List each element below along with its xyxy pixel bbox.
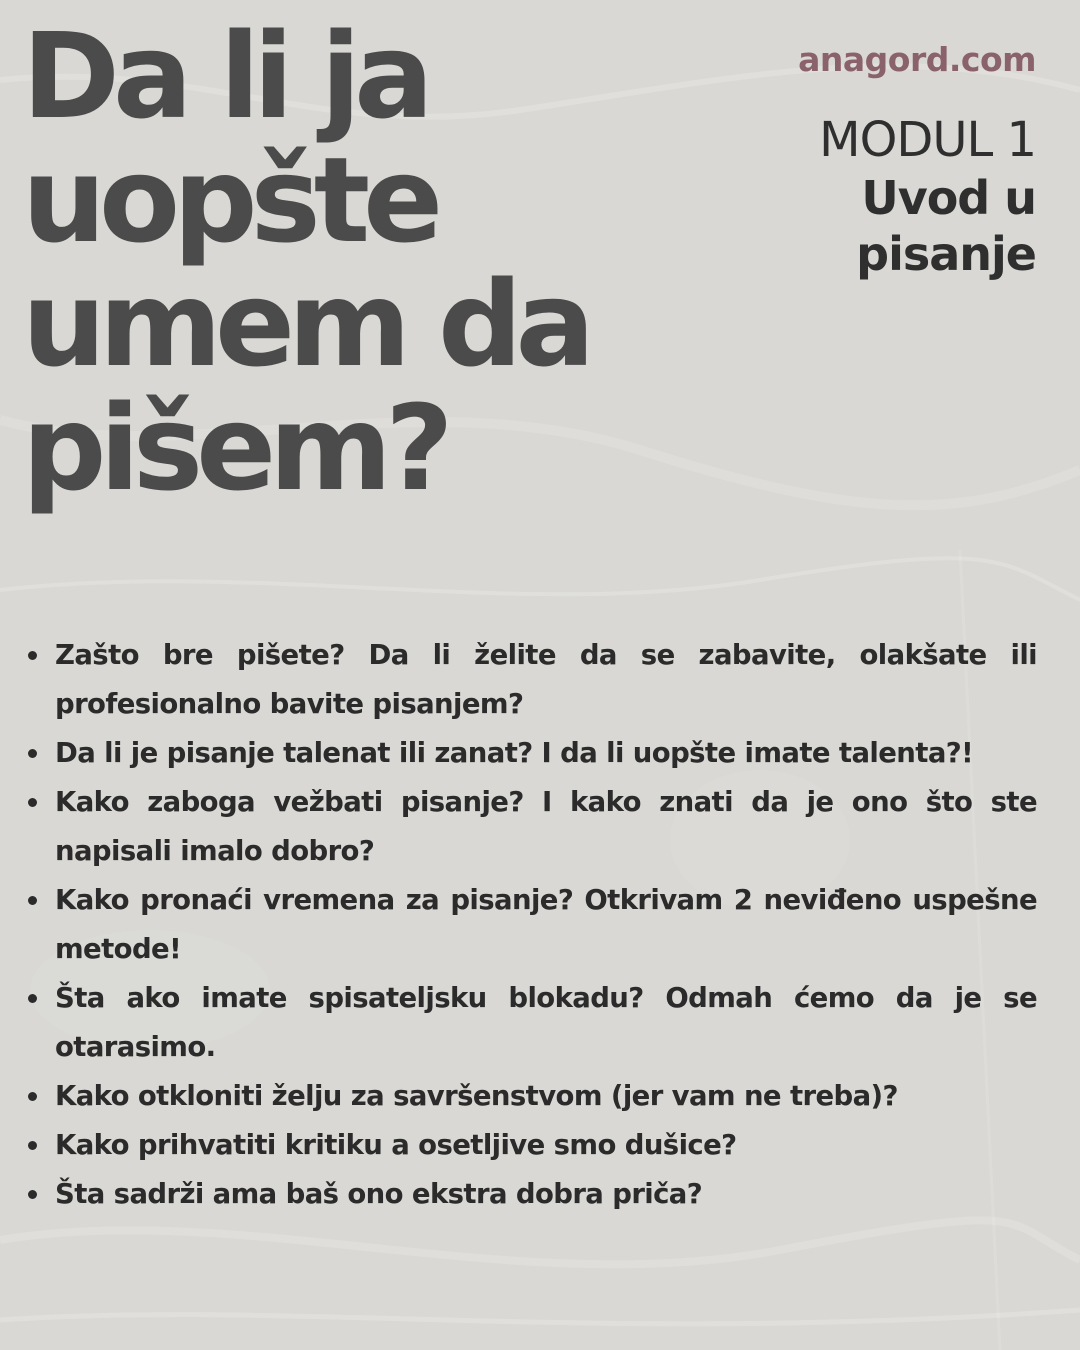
- list-item: Šta ako imate spisateljsku blokadu? Odmah ćemo da je se otarasimo.: [55, 974, 1037, 1072]
- headline: Da li ja uopšte umem da pišem?: [22, 7, 589, 517]
- topic-list: [55, 631, 1037, 1219]
- list-item: Kako zaboga vežbati pisanje? I kako znati da je ono što ste napisali imalo dobro?: [55, 778, 1037, 876]
- list-item: Zašto bre pišete? Da li želite da se zabavite, olakšate ili profesionalno bavite pisanjem?: [55, 631, 1037, 729]
- list-item: Da li je pisanje talenat ili zanat? I da li uopšte imate talenta?!: [55, 729, 1037, 778]
- list-item: Šta sadrži ama baš ono ekstra dobra priča?: [55, 1170, 1037, 1219]
- list-item: Kako prihvatiti kritiku a osetljive smo dušice?: [55, 1121, 1037, 1170]
- list-item: Kako pronaći vremena za pisanje? Otkrivam 2 neviđeno uspešne metode!: [55, 876, 1037, 974]
- site-name: anagord.com: [798, 40, 1036, 79]
- module-title: Uvod u pisanje: [856, 171, 1036, 281]
- list-item: Kako otkloniti želju za savršenstvom (jer vam ne treba)?: [55, 1072, 1037, 1121]
- module-label: MODUL 1: [819, 112, 1036, 168]
